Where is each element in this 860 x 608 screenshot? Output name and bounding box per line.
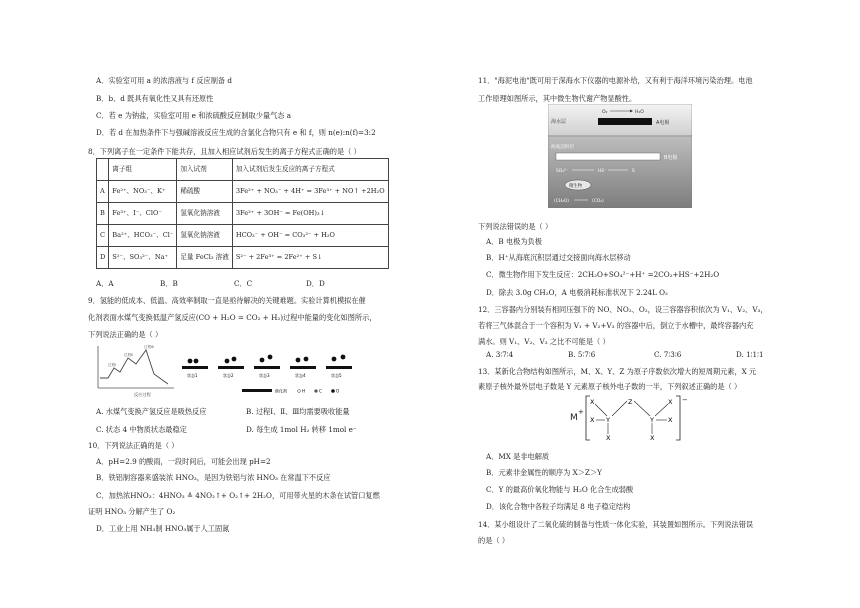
stage-label-3: 过程Ⅲ — [144, 345, 154, 349]
catalyst-swatch — [242, 389, 272, 392]
s-label: S — [632, 169, 635, 174]
q9-option-b: B. 过程Ⅰ、Ⅱ、Ⅲ均需要吸收能量 — [246, 407, 350, 416]
stage-label-1: 过程Ⅰ — [108, 363, 117, 367]
q12-option-b: B. 5∶7∶6 — [568, 350, 596, 359]
m-label: M — [570, 413, 578, 423]
q9-stem-3: 下列说法正确的是（ ） — [88, 330, 163, 339]
table-cell: C — [97, 225, 109, 247]
so4-label: SO₄²⁻ — [556, 169, 569, 174]
o2-label: O₂ — [602, 110, 608, 115]
legend-catalyst: 催化剂 — [275, 388, 287, 394]
state-1 — [182, 359, 208, 378]
q14-stem-2: 的是（ ） — [478, 536, 510, 545]
q13-option-b: B．元素非金属性的顺序为 X＞Z＞Y — [486, 468, 602, 477]
right-bracket — [676, 396, 680, 440]
legend-h: H — [302, 388, 306, 394]
b-electrode-label: B电极 — [664, 155, 678, 161]
table-cell: 稀硫酸 — [177, 181, 232, 203]
table-row — [97, 181, 389, 203]
table-cell: Fe²⁺、NO₃⁻、K⁺ — [109, 181, 177, 203]
table-cell: 足量 FeCl₃ 溶液 — [177, 247, 232, 269]
energy-curve — [100, 350, 168, 384]
table-cell: 氢氧化钠溶液 — [177, 225, 232, 247]
a-electrode — [598, 118, 652, 125]
q7-option-a: A．实验室可用 a 的浓溶液与 f 反应制备 d — [96, 76, 232, 85]
q9-stem-1: 9．氢能的低成本、低温、高效率制取一直是亟待解决的关键难题。实验计算机模拟在催 — [88, 296, 366, 305]
sediment-label: 海底沉积层 — [551, 145, 574, 150]
q9-option-a: A. 水煤气变换产氢反应是吸热反应 — [96, 407, 207, 416]
q7-option-b: B．b、d 既具有氧化性又具有还原性 — [96, 94, 214, 103]
q10-option-a: A．pH=2.9 的酸雨，一段时间后，可能会出现 pH=2 — [96, 457, 271, 466]
z-atom: Z — [628, 398, 633, 406]
state-2 — [218, 357, 244, 378]
q8-option-d: D．D — [306, 279, 325, 288]
table-cell: 离子组 — [109, 159, 177, 181]
q8-table — [96, 158, 389, 269]
legend-c: C — [319, 388, 322, 394]
q13-option-a: A．MX 是非电解质 — [486, 452, 550, 461]
state-label: 状态1 — [187, 373, 198, 378]
state-label: 状态3 — [259, 373, 270, 378]
table-cell: S²⁻ + 2Fe³⁺ = 2Fe²⁺ + S↓ — [232, 247, 388, 269]
q11-battery-figure — [548, 104, 692, 208]
anion-charge: − — [682, 396, 688, 404]
state-label: 状态5 — [331, 373, 342, 378]
q11-stem-1: 11．"海泥电池"既可用于深海水下仪器的电源补给，又有利于海洋环境污染治理。电池 — [478, 76, 753, 85]
q8-stem: 8．下列离子在一定条件下能共存，且加入相应试剂后发生的离子方程式正确的是（ ） — [88, 147, 361, 156]
q9-energy-figure — [94, 344, 384, 400]
q9-option-d: D. 每生成 1mol H₂ 转移 1mol e⁻ — [246, 425, 357, 434]
table-cell — [97, 159, 109, 181]
q12-stem-2: 若将三气体混合于一个容积为 V₁ + V₂+V₃ 的容器中后，倒立于水槽中，最终容器内充 — [478, 321, 754, 330]
table-cell: HCO₃⁻ + OH⁻ = CO₃²⁻ + H₂O — [232, 225, 388, 247]
q9-option-c: C. 状态 4 中物质状态最稳定 — [96, 425, 187, 434]
hydrogen-atom-icon — [298, 390, 301, 393]
q10-option-c-cont: 证明 HNO₃ 分解产生了 O₂ — [88, 507, 176, 516]
q11-stem-2: 工作原理如图所示，其中微生物代谢产物显酸性。 — [478, 94, 637, 103]
state-label: 状态2 — [223, 373, 234, 378]
q8-option-b: B．B — [160, 279, 178, 288]
q7-option-d: D．若 d 在加热条件下与强碱溶液反应生成的含氯化合物只有 e 和 f，则 n(e):n(f)=3:2 — [96, 128, 376, 137]
a-electrode-label: A电极 — [656, 120, 670, 126]
table-row — [97, 225, 389, 247]
x-atom: X — [590, 416, 595, 424]
q10-stem: 10．下列说法正确的是（ ） — [88, 441, 179, 450]
x-atom: X — [668, 398, 673, 406]
x-atom: X — [650, 434, 655, 442]
y-atom: Y — [650, 416, 654, 424]
table-cell: A — [97, 181, 109, 203]
seawater-label: 海水层 — [551, 119, 567, 125]
state-5 — [326, 355, 352, 378]
energy-axis-x-label: 反应过程 — [134, 392, 151, 397]
m-charge: + — [578, 408, 584, 416]
table-row — [97, 247, 389, 269]
q10-option-b: B．铁铝制容器来盛装浓 HNO₃，是因为铁铝与浓 HNO₃ 在常温下不反应 — [96, 473, 331, 482]
co2-label: (CO₂) — [592, 199, 604, 204]
q12-option-d: D. 1∶1∶1 — [736, 350, 764, 359]
q12-stem-1: 12．三容器内分别装有相同压强下的 NO、NO₂、O₂，设三容器容积依次为 V₁、V₂、V₃， — [478, 305, 768, 314]
q12-stem-3: 满水。则 V₁、V₂、V₃ 之比不可能是（ ） — [478, 337, 610, 346]
legend-o: O — [336, 388, 340, 394]
q11-option-a: A．B 电极为负极 — [486, 237, 542, 246]
table-cell: S²⁻、SO₃²⁻、Na⁺ — [109, 247, 177, 269]
q10-option-c: C．加热浓HNO₃：4HNO₃ ≜ 4NO₂↑+ O₂↑+ 2H₂O，可用带火星的木条在试管口复燃 — [96, 491, 380, 500]
table-header-row — [97, 159, 389, 181]
q13-option-d: D．该化合物中各粒子均满足 8 电子稳定结构 — [486, 502, 631, 511]
q7-option-c: C．若 e 为钠盐，实验室可用 e 和浓硫酸反应制取少量气态 a — [96, 111, 292, 120]
q11-option-d: D．除去 3.0g CH₂O，A 电极消耗标准状况下 2.24L O₂ — [486, 288, 668, 297]
state-4 — [290, 357, 316, 378]
state-3 — [254, 355, 280, 378]
table-cell: 氢氧化钠溶液 — [177, 203, 232, 225]
h2o-label: H₂O — [635, 110, 644, 115]
b-electrode — [556, 153, 660, 160]
x-atom: X — [668, 416, 673, 424]
x-atom: X — [590, 398, 595, 406]
q13-option-c: C．Y 的最高价氧化物能与 H₂O 化合生成弱酸 — [486, 485, 634, 494]
q12-option-c: C. 7∶3∶6 — [654, 350, 682, 359]
table-cell: 3Fe³⁺ + 3OH⁻ = Fe(OH)₃↓ — [232, 203, 388, 225]
hs-label: HS⁻ — [598, 169, 607, 174]
q9-legend — [242, 388, 339, 394]
table-cell: Ba²⁺、HCO₃⁻、Cl⁻ — [109, 225, 177, 247]
q8-option-c: C．C — [234, 279, 253, 288]
carbon-atom-icon — [314, 389, 317, 392]
q9-stem-2: 化剂表面水煤气变换低温产氢反应(CO + H₂O = CO₂ + H₂)过程中能量的变化如图所示， — [88, 313, 377, 322]
q8-option-a: A．A — [96, 279, 114, 288]
table-cell: 3Fe²⁺ + NO₃⁻ + 4H⁺ = 3Fe³⁺ + NO↑ +2H₂O — [232, 181, 388, 203]
q12-option-a: A. 3∶7∶4 — [486, 350, 514, 359]
q13-stem-1: 13．某新化合物结构如图所示，M、X、Y、Z 为原子序数依次增大的短周期元素，X 元 — [478, 367, 757, 376]
table-cell: 加入试剂后发生反应的离子方程式 — [232, 159, 388, 181]
q10-option-d: D．工业上用 NH₃制 HNO₃属于人工固氮 — [96, 524, 230, 533]
q14-stem-1: 14．某小组设计了二氧化硫的制备与性质一体化实验，其装置如图所示。下列说法错误 — [478, 520, 754, 529]
q11-option-c: C．微生物作用下发生反应：2CH₂O+SO₄²⁻+H⁺ =2CO₂+HS⁻+2H₂O — [486, 270, 720, 279]
table-cell: D — [97, 247, 109, 269]
table-cell: B — [97, 203, 109, 225]
ch2o-label: (CH₂O) — [554, 199, 570, 204]
microbe-label: 微生物 — [569, 184, 583, 189]
table-row — [97, 203, 389, 225]
q11-stem-3: 下列说法错误的是（ ） — [478, 222, 553, 231]
q13-stem-2: 素原子核外最外层电子数是 Y 元素原子核外电子数的一半，下列叙述正确的是（ ） — [478, 382, 742, 391]
q13-structure-figure — [568, 390, 698, 446]
stage-label-2: 过程Ⅱ — [124, 353, 133, 357]
table-cell: 加入试剂 — [177, 159, 232, 181]
oxygen-atom-icon — [331, 389, 335, 393]
table-cell: Fe³⁺、I⁻、ClO⁻ — [109, 203, 177, 225]
state-label: 状态4 — [295, 373, 306, 378]
y-atom: Y — [606, 416, 610, 424]
x-atom: X — [606, 434, 611, 442]
q11-option-b: B．H⁺从海底沉积层通过交接面向海水层移动 — [486, 253, 631, 262]
